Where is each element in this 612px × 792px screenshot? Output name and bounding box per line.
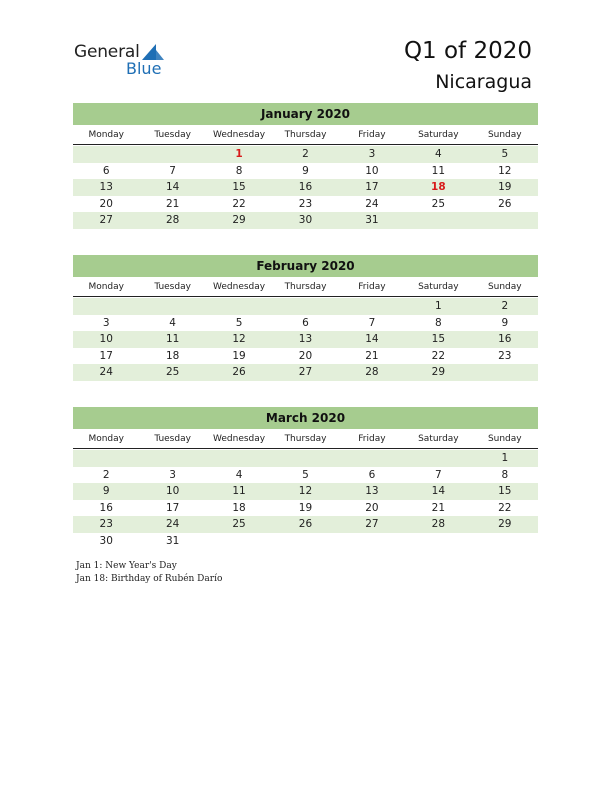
day-cell: 4 bbox=[169, 316, 176, 329]
holiday-day-cell: 18 bbox=[431, 181, 446, 194]
day-cell: 16 bbox=[298, 181, 313, 194]
month-january bbox=[73, 103, 538, 229]
day-cell: 23 bbox=[498, 349, 512, 362]
empty-day-cell bbox=[339, 450, 405, 467]
day-cell: 10 bbox=[165, 485, 180, 498]
page-subtitle: Nicaragua bbox=[435, 71, 532, 93]
weekday-label: Monday bbox=[88, 130, 124, 140]
day-cell: 31 bbox=[165, 534, 180, 547]
week-row bbox=[73, 179, 538, 196]
empty-day-cell bbox=[339, 298, 405, 315]
day-cell: 26 bbox=[298, 518, 313, 531]
empty-day-cell bbox=[272, 533, 338, 550]
page-title: Q1 of 2020 bbox=[403, 38, 532, 64]
weekday-label: Saturday bbox=[418, 434, 459, 444]
empty-day-cell bbox=[405, 450, 471, 467]
empty-day-cell bbox=[405, 533, 471, 550]
day-cell: 13 bbox=[365, 485, 379, 498]
day-cell: 17 bbox=[365, 181, 379, 194]
day-cell: 6 bbox=[102, 164, 110, 177]
month-february bbox=[73, 255, 538, 381]
empty-day-cell bbox=[272, 298, 338, 315]
day-cell: 20 bbox=[365, 501, 379, 514]
month-title: January 2020 bbox=[73, 103, 538, 125]
day-cell: 15 bbox=[498, 485, 512, 498]
logo-general-text: General bbox=[74, 42, 140, 62]
day-cell: 14 bbox=[365, 333, 379, 346]
day-cell: 24 bbox=[365, 197, 379, 210]
weekday-label: Sunday bbox=[487, 282, 522, 292]
weeks-grid bbox=[73, 146, 538, 229]
week-row bbox=[73, 298, 538, 315]
week-row bbox=[73, 533, 538, 550]
week-row bbox=[73, 146, 538, 163]
empty-day-cell bbox=[206, 298, 272, 315]
week-row bbox=[73, 467, 538, 484]
day-cell: 18 bbox=[165, 349, 180, 362]
day-cell: 23 bbox=[298, 197, 313, 210]
day-cell: 9 bbox=[501, 316, 509, 329]
day-cell: 22 bbox=[498, 501, 512, 514]
day-cell: 17 bbox=[99, 349, 113, 362]
logo-flag-icon bbox=[142, 44, 164, 60]
day-cell: 12 bbox=[232, 333, 246, 346]
weekday-label: Monday bbox=[88, 434, 124, 444]
week-row bbox=[73, 331, 538, 348]
day-cell: 21 bbox=[365, 349, 379, 362]
weekday-label: Friday bbox=[358, 130, 386, 140]
day-cell: 11 bbox=[165, 333, 180, 346]
day-cell: 28 bbox=[431, 518, 446, 531]
day-cell: 8 bbox=[235, 164, 243, 177]
day-cell: 10 bbox=[99, 333, 113, 346]
holiday-notes bbox=[76, 560, 222, 586]
day-cell: 26 bbox=[498, 197, 512, 210]
month-title: March 2020 bbox=[73, 407, 538, 429]
day-cell: 13 bbox=[298, 333, 313, 346]
day-cell: 25 bbox=[232, 518, 246, 531]
day-cell: 14 bbox=[165, 181, 180, 194]
empty-day-cell bbox=[139, 450, 205, 467]
day-cell: 3 bbox=[368, 148, 376, 160]
weekday-label: Wednesday bbox=[213, 434, 266, 444]
weekday-label: Saturday bbox=[418, 282, 459, 292]
empty-day-cell bbox=[272, 450, 338, 467]
empty-day-cell bbox=[206, 533, 272, 550]
weekday-label: Saturday bbox=[418, 130, 459, 140]
day-cell: 2 bbox=[302, 148, 309, 160]
weekday-label: Tuesday bbox=[154, 282, 191, 292]
day-cell: 28 bbox=[165, 214, 180, 227]
day-cell: 7 bbox=[169, 164, 176, 177]
weekday-header-row bbox=[73, 279, 538, 297]
day-cell: 27 bbox=[365, 518, 379, 531]
day-cell: 16 bbox=[99, 501, 113, 514]
empty-day-cell bbox=[339, 533, 405, 550]
day-cell: 22 bbox=[431, 349, 446, 362]
day-cell: 24 bbox=[99, 366, 113, 379]
day-cell: 10 bbox=[365, 164, 379, 177]
day-cell: 7 bbox=[368, 316, 376, 329]
day-cell: 29 bbox=[498, 518, 512, 531]
day-cell: 20 bbox=[99, 197, 113, 210]
empty-day-cell bbox=[472, 212, 538, 229]
day-cell: 21 bbox=[431, 501, 446, 514]
weekday-label: Friday bbox=[358, 282, 386, 292]
week-row bbox=[73, 163, 538, 180]
day-cell: 6 bbox=[302, 316, 309, 329]
empty-day-cell bbox=[472, 533, 538, 550]
day-cell: 19 bbox=[298, 501, 313, 514]
empty-day-cell bbox=[139, 298, 205, 315]
weekday-label: Sunday bbox=[487, 434, 522, 444]
day-cell: 1 bbox=[435, 300, 442, 312]
day-cell: 3 bbox=[102, 316, 110, 329]
day-cell: 27 bbox=[99, 214, 113, 227]
empty-day-cell bbox=[73, 298, 139, 315]
day-cell: 11 bbox=[431, 164, 446, 177]
weekday-label: Friday bbox=[358, 434, 386, 444]
logo-blue-text: Blue bbox=[126, 59, 162, 78]
logo bbox=[74, 42, 184, 78]
day-cell: 7 bbox=[435, 468, 442, 481]
empty-day-cell bbox=[139, 146, 205, 163]
day-cell: 8 bbox=[501, 468, 509, 481]
week-row bbox=[73, 196, 538, 213]
weekday-label: Monday bbox=[88, 282, 124, 292]
day-cell: 27 bbox=[298, 366, 313, 379]
empty-day-cell bbox=[73, 450, 139, 467]
weekday-label: Sunday bbox=[487, 130, 522, 140]
day-cell: 22 bbox=[232, 197, 246, 210]
weekday-label: Wednesday bbox=[213, 282, 266, 292]
weeks-grid bbox=[73, 298, 538, 381]
weekday-label: Thursday bbox=[284, 130, 327, 140]
empty-day-cell bbox=[73, 146, 139, 163]
day-cell: 21 bbox=[165, 197, 180, 210]
day-cell: 8 bbox=[435, 316, 442, 329]
day-cell: 12 bbox=[298, 485, 313, 498]
day-cell: 26 bbox=[232, 366, 246, 379]
day-cell: 5 bbox=[235, 316, 243, 329]
day-cell: 30 bbox=[298, 214, 313, 227]
day-cell: 13 bbox=[99, 181, 113, 194]
week-row bbox=[73, 516, 538, 533]
month-march bbox=[73, 407, 538, 550]
day-cell: 2 bbox=[102, 468, 110, 481]
day-cell: 4 bbox=[235, 468, 243, 481]
holiday-note: Jan 1: New Year's Day bbox=[76, 561, 177, 571]
day-cell: 19 bbox=[498, 181, 512, 194]
day-cell: 5 bbox=[302, 468, 309, 481]
day-cell: 14 bbox=[431, 485, 446, 498]
week-row bbox=[73, 315, 538, 332]
week-row bbox=[73, 364, 538, 381]
day-cell: 23 bbox=[99, 518, 113, 531]
day-cell: 24 bbox=[165, 518, 180, 531]
day-cell: 3 bbox=[169, 468, 176, 481]
day-cell: 31 bbox=[365, 214, 379, 227]
weeks-grid bbox=[73, 450, 538, 550]
week-row bbox=[73, 348, 538, 365]
day-cell: 20 bbox=[298, 349, 313, 362]
week-row bbox=[73, 450, 538, 467]
weekday-label: Thursday bbox=[284, 434, 327, 444]
week-row bbox=[73, 483, 538, 500]
day-cell: 12 bbox=[498, 164, 512, 177]
month-title: February 2020 bbox=[73, 255, 538, 277]
weekday-label: Tuesday bbox=[154, 434, 191, 444]
day-cell: 6 bbox=[368, 468, 376, 481]
empty-day-cell bbox=[206, 450, 272, 467]
day-cell: 25 bbox=[431, 197, 446, 210]
weekday-header-row bbox=[73, 431, 538, 449]
weekday-label: Wednesday bbox=[213, 130, 266, 140]
day-cell: 1 bbox=[501, 452, 509, 464]
day-cell: 29 bbox=[431, 366, 446, 379]
day-cell: 5 bbox=[501, 148, 509, 160]
weekday-label: Thursday bbox=[284, 282, 327, 292]
empty-day-cell bbox=[405, 212, 471, 229]
day-cell: 29 bbox=[232, 214, 246, 227]
weekday-label: Tuesday bbox=[154, 130, 191, 140]
day-cell: 9 bbox=[102, 485, 110, 498]
holiday-day-cell: 1 bbox=[235, 148, 243, 160]
day-cell: 25 bbox=[165, 366, 180, 379]
day-cell: 16 bbox=[498, 333, 512, 346]
day-cell: 19 bbox=[232, 349, 246, 362]
day-cell: 28 bbox=[365, 366, 379, 379]
day-cell: 17 bbox=[165, 501, 180, 514]
day-cell: 15 bbox=[431, 333, 446, 346]
week-row bbox=[73, 212, 538, 229]
week-row bbox=[73, 500, 538, 517]
day-cell: 18 bbox=[232, 501, 246, 514]
day-cell: 30 bbox=[99, 534, 113, 547]
weekday-header-row bbox=[73, 127, 538, 145]
holiday-note: Jan 18: Birthday of Rubén Darío bbox=[76, 574, 223, 584]
day-cell: 11 bbox=[232, 485, 246, 498]
empty-day-cell bbox=[472, 364, 538, 381]
day-cell: 15 bbox=[232, 181, 246, 194]
day-cell: 4 bbox=[435, 148, 442, 160]
day-cell: 2 bbox=[501, 300, 509, 312]
day-cell: 9 bbox=[302, 164, 309, 177]
